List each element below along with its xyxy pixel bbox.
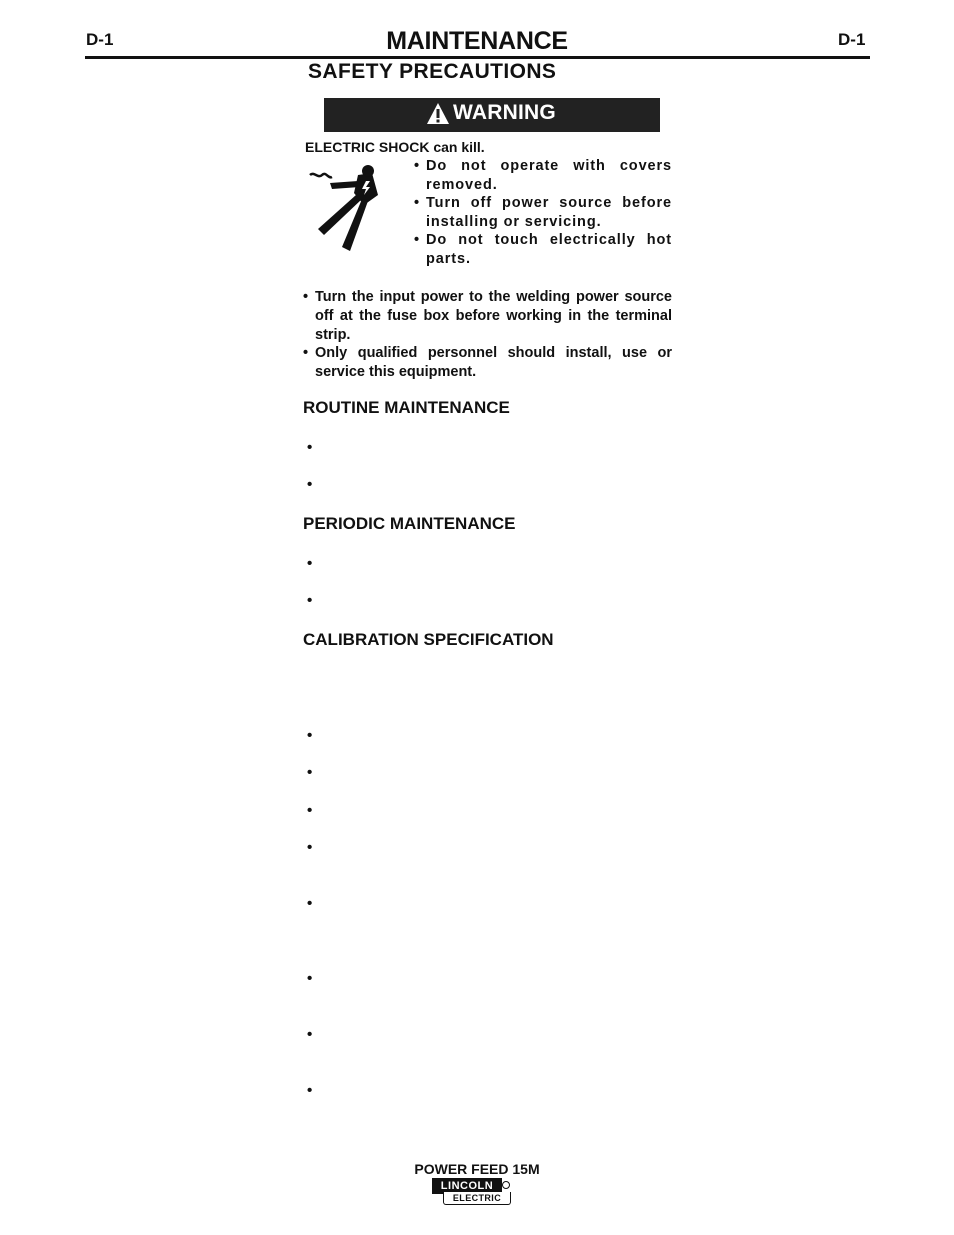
calibration-bullet: • (307, 895, 313, 912)
calibration-bullet: • (307, 1082, 313, 1099)
page-code-left: D-1 (86, 30, 114, 49)
logo-text-top: LINCOLN (432, 1178, 502, 1194)
warning-banner (324, 98, 660, 132)
calibration-specification-heading: CALIBRATION SPECIFICATION (303, 630, 554, 649)
lincoln-electric-logo (432, 1178, 512, 1208)
calibration-bullet: • (307, 1026, 313, 1043)
calibration-bullet: • (307, 764, 313, 781)
shock-warning-item: • Do not touch electrically hot parts. (414, 232, 672, 267)
page-title: MAINTENANCE (386, 27, 568, 55)
routine-maintenance-heading: ROUTINE MAINTENANCE (303, 398, 510, 417)
bullet-marker: • (414, 158, 420, 174)
periodic-bullet: • (307, 555, 313, 572)
calibration-bullet: • (307, 970, 313, 987)
warning-triangle-icon (426, 102, 450, 125)
page-code-right: D-1 (838, 30, 866, 49)
routine-bullet: • (307, 476, 313, 493)
general-warning-item: • Turn the input power to the welding power source off at the fuse box before working in the terminal strip. (303, 289, 672, 343)
calibration-bullet: • (307, 802, 313, 819)
logo-text-bottom: ELECTRIC (443, 1192, 511, 1205)
header-rule (85, 56, 870, 59)
general-warning-item: • Only qualified personnel should install, use or service this equipment. (303, 345, 672, 380)
bullet-marker: • (303, 289, 309, 305)
shock-hazard-title: ELECTRIC SHOCK can kill. (305, 139, 485, 155)
calibration-bullet: • (307, 839, 313, 856)
section-title: SAFETY PRECAUTIONS (308, 60, 557, 83)
footer-model-name: POWER FEED 15M (414, 1161, 540, 1177)
routine-bullet: • (307, 439, 313, 456)
electric-shock-person-icon (308, 165, 386, 251)
bullet-marker: • (414, 232, 420, 248)
periodic-bullet: • (307, 592, 313, 609)
calibration-bullet: • (307, 727, 313, 744)
bullet-marker: • (303, 345, 309, 361)
shock-warning-item: • Do not operate with covers removed. (414, 158, 672, 193)
shock-warning-item: • Turn off power source before installing or servicing. (414, 195, 672, 230)
warning-label: WARNING (453, 101, 556, 124)
bullet-marker: • (414, 195, 420, 211)
registered-mark-icon (502, 1181, 510, 1189)
periodic-maintenance-heading: PERIODIC MAINTENANCE (303, 514, 516, 533)
